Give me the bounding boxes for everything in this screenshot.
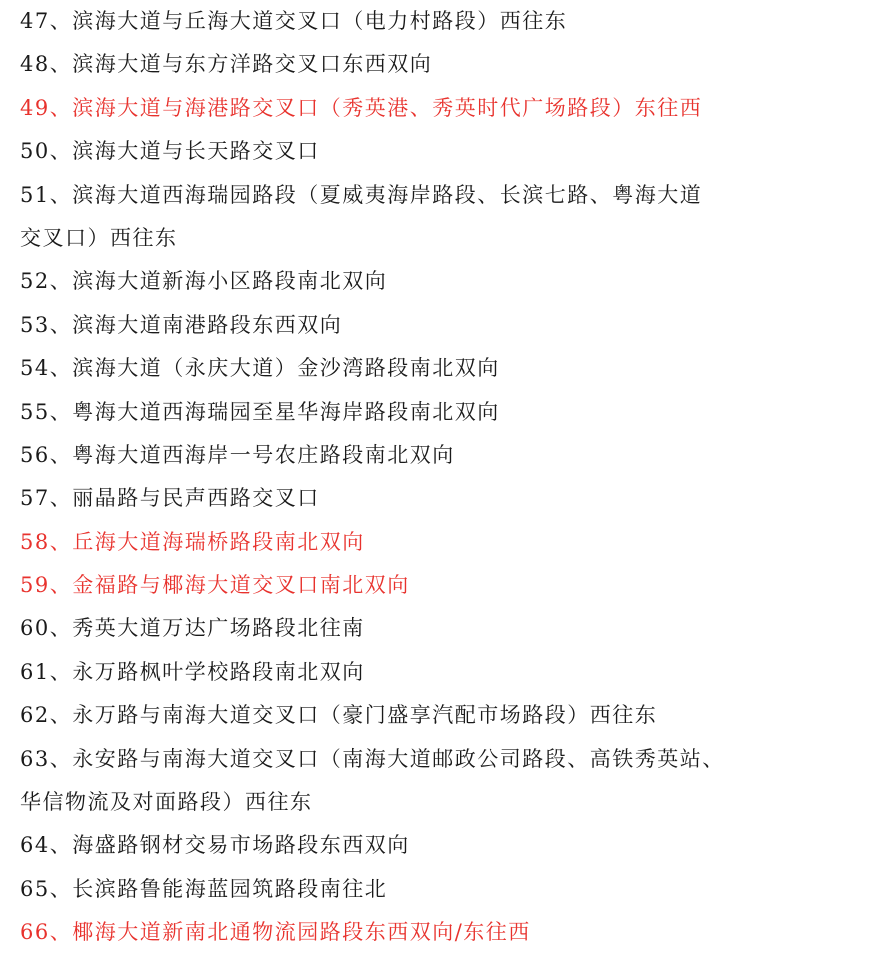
- list-item: 51、滨海大道西海瑞园路段（夏威夷海岸路段、长滨七路、粤海大道: [20, 182, 703, 207]
- list-item: 60、秀英大道万达广场路段北往南: [20, 616, 365, 641]
- document-body: [20, 0, 880, 955]
- list-item: 53、滨海大道南港路段东西双向: [20, 312, 343, 337]
- list-item: 50、滨海大道与长天路交叉口: [20, 139, 320, 164]
- list-item: 65、长滨路鲁能海蓝园筑路段南往北: [20, 876, 388, 901]
- list-item: 52、滨海大道新海小区路段南北双向: [20, 269, 388, 294]
- list-item: 54、滨海大道（永庆大道）金沙湾路段南北双向: [20, 356, 500, 381]
- list-item-continuation: 华信物流及对面路段）西往东: [20, 790, 313, 815]
- list-item: 62、永万路与南海大道交叉口（豪门盛享汽配市场路段）西往东: [20, 703, 658, 728]
- list-item-continuation: 交叉口）西往东: [20, 225, 178, 250]
- list-item: 56、粤海大道西海岸一号农庄路段南北双向: [20, 442, 455, 467]
- list-item: 58、丘海大道海瑞桥路段南北双向: [20, 529, 365, 554]
- list-item: 59、金福路与椰海大道交叉口南北双向: [20, 573, 410, 598]
- list-item: 49、滨海大道与海港路交叉口（秀英港、秀英时代广场路段）东往西: [20, 95, 703, 120]
- list-item: 63、永安路与南海大道交叉口（南海大道邮政公司路段、高铁秀英站、: [20, 746, 725, 771]
- list-item: 66、椰海大道新南北通物流园路段东西双向/东往西: [20, 920, 531, 945]
- list-item: 61、永万路枫叶学校路段南北双向: [20, 659, 365, 684]
- list-item: 57、丽晶路与民声西路交叉口: [20, 486, 320, 511]
- list-item: 48、滨海大道与东方洋路交叉口东西双向: [20, 52, 433, 77]
- list-item: 47、滨海大道与丘海大道交叉口（电力村路段）西往东: [20, 9, 568, 33]
- list-item: 55、粤海大道西海瑞园至星华海岸路段南北双向: [20, 399, 500, 424]
- list-item: 64、海盛路钢材交易市场路段东西双向: [20, 833, 410, 858]
